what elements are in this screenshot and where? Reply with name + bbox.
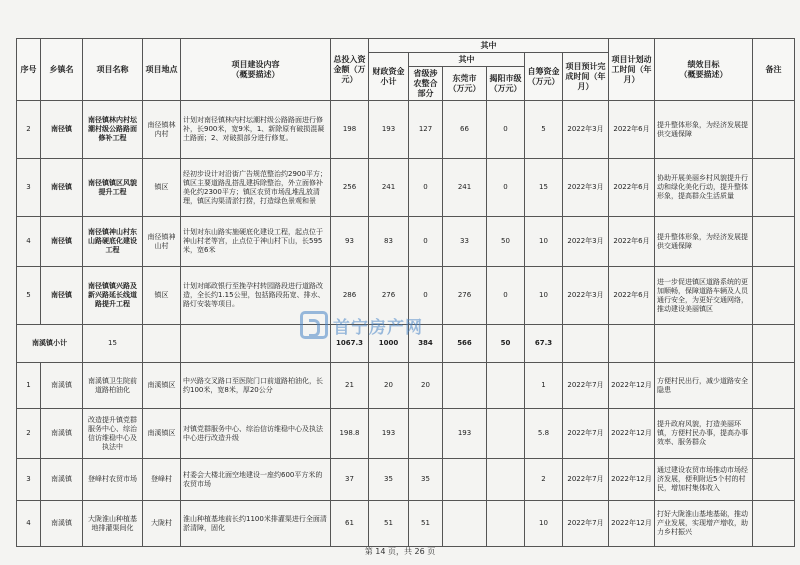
table-row — [17, 101, 795, 159]
project-table — [16, 38, 795, 547]
cell-end: 2022年6月 — [609, 159, 655, 217]
subtotal-province: 384 — [409, 325, 443, 363]
header-of-which: 其中 — [369, 39, 609, 53]
cell-location: 南径镇神山村 — [143, 217, 181, 267]
cell-start: 2022年3月 — [563, 101, 609, 159]
cell-province: 20 — [409, 363, 443, 409]
cell-start: 2022年3月 — [563, 217, 609, 267]
cell-start: 2022年7月 — [563, 409, 609, 459]
cell-content: 淮山种植基地前长约1100米排灌渠进行全面清淤清障，固化 — [181, 501, 331, 547]
cell-dongguan — [443, 501, 487, 547]
header-jieyang: 揭阳市级（万元） — [487, 67, 525, 101]
cell-town: 南径镇 — [41, 217, 83, 267]
cell-goal: 提升整体形象，为经济发展提供交通保障 — [655, 217, 753, 267]
cell-project: 改造提升镇党群服务中心、综治信访维稳中心及执法中 — [83, 409, 143, 459]
cell-total: 198 — [331, 101, 369, 159]
header-fiscal-subtotal: 财政资金小计 — [369, 53, 409, 101]
cell-content: 对镇党群服务中心、综治信访维稳中心及执法中心进行改造升级 — [181, 409, 331, 459]
cell-self-funds: 10 — [525, 501, 563, 547]
cell-dongguan: 276 — [443, 267, 487, 325]
cell-province: 35 — [409, 459, 443, 501]
cell-location: 镇区 — [143, 159, 181, 217]
cell-seq: 5 — [17, 267, 41, 325]
cell-fiscal: 241 — [369, 159, 409, 217]
subtotal-self-funds: 67.3 — [525, 325, 563, 363]
cell-province: 0 — [409, 159, 443, 217]
cell-end: 2022年6月 — [609, 101, 655, 159]
cell-goal: 通过建设农贸市场推动市场经济发展，便利附近5个村的村民，增加村集体收入 — [655, 459, 753, 501]
cell-location: 南溪镇区 — [143, 409, 181, 459]
table-row — [17, 159, 795, 217]
cell-jieyang: 0 — [487, 159, 525, 217]
cell-total: 37 — [331, 459, 369, 501]
table-body — [17, 101, 795, 547]
cell-total: 93 — [331, 217, 369, 267]
cell-self-funds: 1 — [525, 363, 563, 409]
header-project: 项目名称 — [83, 39, 143, 101]
cell-end: 2022年12月 — [609, 363, 655, 409]
cell-seq: 1 — [17, 363, 41, 409]
cell-jieyang: 0 — [487, 101, 525, 159]
cell-remark — [753, 159, 795, 217]
subtotal-jieyang: 50 — [487, 325, 525, 363]
cell-remark — [753, 267, 795, 325]
cell-province: 51 — [409, 501, 443, 547]
cell-remark — [753, 459, 795, 501]
cell-remark — [753, 363, 795, 409]
cell-goal: 进一步促进镇区道路系统的更加顺畅，保障道路车辆及人员通行安全，为更好交通网络，推动建设美丽镇区 — [655, 267, 753, 325]
cell-seq: 4 — [17, 217, 41, 267]
cell-content: 计划对邮政银行至挽孕村转园路段进行道路改造，全长约1.15公里，包括路段拓宽、排水、路灯安装等项目。 — [181, 267, 331, 325]
subtotal-dongguan: 566 — [443, 325, 487, 363]
watermark-text: 首宁房产网 — [333, 317, 423, 338]
cell-fiscal: 193 — [369, 101, 409, 159]
cell-project: 大陇淮山种植基地排灌渠间化 — [83, 501, 143, 547]
cell-project: 南径镇镇兴路及新兴路延长线道路提升工程 — [83, 267, 143, 325]
subtotal-empty — [609, 325, 655, 363]
table-header — [17, 39, 795, 101]
cell-province: 127 — [409, 101, 443, 159]
cell-town: 南溪镇 — [41, 501, 83, 547]
header-content: 项目建设内容 （概要描述） — [181, 39, 331, 101]
cell-fiscal: 276 — [369, 267, 409, 325]
cell-content: 经初步设计对沿街广告规范整治约2900平方；镇区主要道路乱搭乱建拆除整治，外立面修补美化约2300平方；镇区农贸市场乱堆乱放清理，镇区沟渠清淤打捞，打造绿色景观和景 — [181, 159, 331, 217]
cell-town: 南溪镇 — [41, 409, 83, 459]
cell-dongguan — [443, 459, 487, 501]
cell-remark — [753, 217, 795, 267]
cell-province: 0 — [409, 217, 443, 267]
subtotal-empty — [655, 325, 753, 363]
cell-fiscal: 51 — [369, 501, 409, 547]
cell-jieyang — [487, 459, 525, 501]
cell-content: 中兴路交叉路口至医院门口前道路柏油化，长约100米，宽8米，厚20公分 — [181, 363, 331, 409]
cell-seq: 2 — [17, 101, 41, 159]
cell-content: 计划对南径镇林内村坛潮村级公路路面进行修补，长900米，宽9米，1、新除原有破损混凝土路面；2、对破损部分进行修复。 — [181, 101, 331, 159]
cell-town: 南径镇 — [41, 101, 83, 159]
cell-total: 256 — [331, 159, 369, 217]
cell-fiscal: 193 — [369, 409, 409, 459]
cell-goal: 协助开展美丽乡村风貌提升行动和绿化美化行动，提升整体形象，提高群众生活质量 — [655, 159, 753, 217]
cell-seq: 3 — [17, 159, 41, 217]
header-town: 乡镇名 — [41, 39, 83, 101]
cell-project: 南径镇神山村东山路硬底化建设工程 — [83, 217, 143, 267]
cell-town: 南溪镇 — [41, 363, 83, 409]
header-self-funds: 自筹资金（万元） — [525, 53, 563, 101]
cell-self-funds: 5 — [525, 101, 563, 159]
cell-province — [409, 409, 443, 459]
cell-self-funds: 2 — [525, 459, 563, 501]
cell-jieyang — [487, 409, 525, 459]
cell-town: 南溪镇 — [41, 459, 83, 501]
header-total: 总投入资金额（万元） — [331, 39, 369, 101]
subtotal-fiscal: 1000 — [369, 325, 409, 363]
cell-jieyang — [487, 501, 525, 547]
cell-jieyang: 50 — [487, 217, 525, 267]
cell-dongguan: 193 — [443, 409, 487, 459]
cell-self-funds: 5.8 — [525, 409, 563, 459]
page-footer: 第 14 页，共 26 页 — [364, 547, 436, 556]
cell-fiscal: 20 — [369, 363, 409, 409]
header-fiscal-of-which: 其中 — [409, 53, 525, 67]
cell-jieyang: 0 — [487, 267, 525, 325]
table-row — [17, 409, 795, 459]
header-seq: 序号 — [17, 39, 41, 101]
header-province: 省级涉农整合部分 — [409, 67, 443, 101]
cell-dongguan: 33 — [443, 217, 487, 267]
cell-start: 2022年7月 — [563, 459, 609, 501]
cell-content: 村委会大楼北面空地建设一座约600平方米的农贸市场 — [181, 459, 331, 501]
cell-seq: 3 — [17, 459, 41, 501]
subtotal-row — [17, 325, 795, 363]
subtotal-empty — [143, 325, 181, 363]
cell-end: 2022年6月 — [609, 217, 655, 267]
cell-seq: 4 — [17, 501, 41, 547]
cell-end: 2022年6月 — [609, 267, 655, 325]
cell-dongguan — [443, 363, 487, 409]
cell-total: 286 — [331, 267, 369, 325]
subtotal-label: 南溪镇小计 — [17, 325, 83, 363]
table-row — [17, 217, 795, 267]
cell-project: 南溪镇卫生院前道路柏油化 — [83, 363, 143, 409]
cell-location: 南溪镇区 — [143, 363, 181, 409]
cell-location: 镇区 — [143, 267, 181, 325]
cell-start: 2022年7月 — [563, 501, 609, 547]
cell-goal: 打好大陇淮山基地基础，推动产业发展，实现增产增收，助力乡村振兴 — [655, 501, 753, 547]
cell-start: 2022年3月 — [563, 267, 609, 325]
subtotal-empty — [753, 325, 795, 363]
table-row — [17, 267, 795, 325]
cell-location: 南径镇林内村 — [143, 101, 181, 159]
cell-goal: 提升整体形象，为经济发展提供交通保障 — [655, 101, 753, 159]
cell-location: 登峰村 — [143, 459, 181, 501]
table-row — [17, 459, 795, 501]
cell-content: 计划对东山路实施硬底化建设工程，起点位于神山村老等宫，止点位于神山村下山，长595米，宽6米 — [181, 217, 331, 267]
subtotal-count: 15 — [83, 325, 143, 363]
header-dongguan: 东莞市（万元） — [443, 67, 487, 101]
cell-dongguan: 66 — [443, 101, 487, 159]
cell-start: 2022年3月 — [563, 159, 609, 217]
cell-town: 南径镇 — [41, 159, 83, 217]
subtotal-empty — [181, 325, 331, 363]
cell-remark — [753, 101, 795, 159]
cell-dongguan: 241 — [443, 159, 487, 217]
header-location: 项目地点 — [143, 39, 181, 101]
cell-town: 南径镇 — [41, 267, 83, 325]
cell-seq: 2 — [17, 409, 41, 459]
cell-self-funds: 15 — [525, 159, 563, 217]
cell-goal: 提升政府风貌，打造美丽环镇，方便村民办事，提高办事效率、服务群众 — [655, 409, 753, 459]
project-table-sheet — [16, 38, 792, 547]
cell-fiscal: 83 — [369, 217, 409, 267]
subtotal-total: 1067.3 — [331, 325, 369, 363]
header-remark: 备注 — [753, 39, 795, 101]
cell-start: 2022年7月 — [563, 363, 609, 409]
cell-end: 2022年12月 — [609, 501, 655, 547]
subtotal-empty — [563, 325, 609, 363]
cell-end: 2022年12月 — [609, 459, 655, 501]
cell-project: 南径镇林内村坛潮村级公路路面修补工程 — [83, 101, 143, 159]
header-start: 项目计划动工时间（年月） — [609, 39, 655, 101]
cell-goal: 方便村民出行，减少道路安全隐患 — [655, 363, 753, 409]
cell-project: 南径镇镇区风貌提升工程 — [83, 159, 143, 217]
cell-remark — [753, 501, 795, 547]
cell-total: 21 — [331, 363, 369, 409]
cell-location: 大陇村 — [143, 501, 181, 547]
table-row — [17, 363, 795, 409]
cell-total: 198.8 — [331, 409, 369, 459]
header-goal: 绩效目标 （概要描述） — [655, 39, 753, 101]
cell-self-funds: 10 — [525, 217, 563, 267]
header-end: 项目预计完成时间（年月） — [563, 53, 609, 101]
cell-project: 登峰村农贸市场 — [83, 459, 143, 501]
cell-total: 61 — [331, 501, 369, 547]
cell-jieyang — [487, 363, 525, 409]
cell-self-funds: 10 — [525, 267, 563, 325]
cell-remark — [753, 409, 795, 459]
cell-fiscal: 35 — [369, 459, 409, 501]
table-row — [17, 501, 795, 547]
cell-end: 2022年12月 — [609, 409, 655, 459]
cell-province: 0 — [409, 267, 443, 325]
